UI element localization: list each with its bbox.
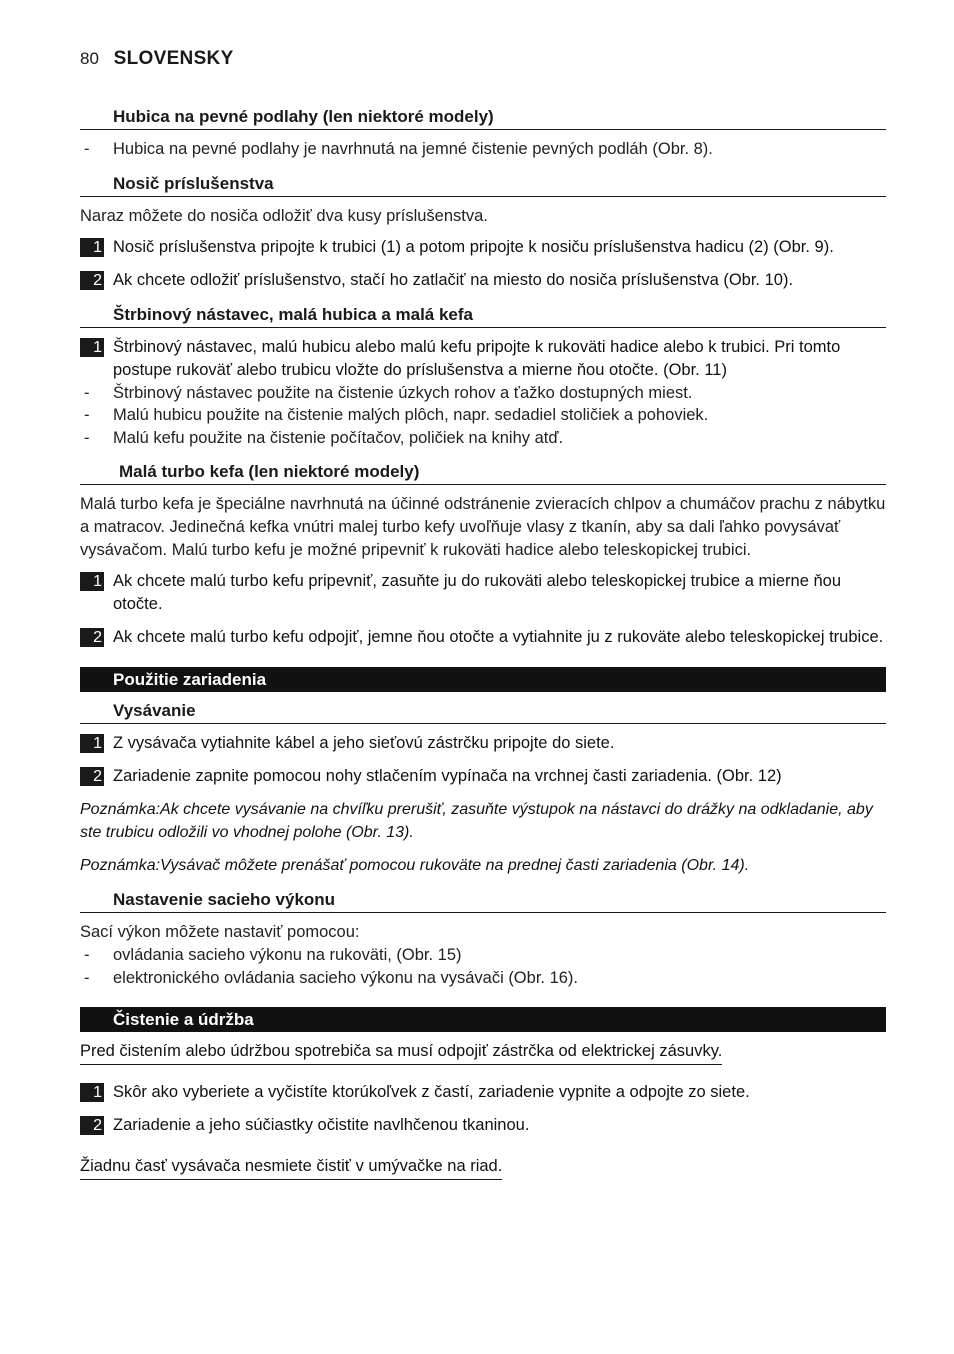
step-text: Z vysávača vytiahnite kábel a jeho sieťovú zástrčku pripojte do siete. [113, 734, 615, 752]
crevice-item-2: - Malú hubicu použite na čistenie malých plôch, napr. sedadiel stoličiek a pohoviek. [80, 404, 886, 427]
step-number: 1 [80, 1083, 104, 1102]
suction-power-item-2: - elektronického ovládania sacieho výkonu na vysávači (Obr. 16). [80, 967, 886, 990]
turbo-brush-intro: Malá turbo kefa je špeciálne navrhnutá na účinné odstránenie zvieracích chlpov a chumáčov prachu z nábytku a matracov. Jedinečná kefka vnútri malej turbo kefy uvoľňuje vlasy z tkanín, aby sa dali ľahko povysávať vysávačom. Malú turbo kefu je možné pripevniť k rukoväti hadice alebo teleskopickej trubici. [80, 495, 886, 559]
crevice-step-1 [80, 336, 886, 382]
heading-crevice-tools: Štrbinový nástavec, malá hubica a malá kefa [80, 302, 886, 328]
step-text: Ak chcete malú turbo kefu odpojiť, jemne ňou otočte a vytiahnite ju z rukoväte alebo teleskopickej trubice. [113, 628, 884, 646]
heading-usage: Použitie zariadenia [80, 667, 886, 692]
vacuuming-step-2 [80, 765, 886, 788]
cleaning-step-1 [80, 1081, 886, 1104]
floor-nozzle-item: - Hubica na pevné podlahy je navrhnutá na jemné čistenie pevných podláh (Obr. 8). [80, 138, 886, 161]
step-number: 1 [80, 338, 104, 357]
turbo-brush-step-2 [80, 626, 886, 649]
step-number: 1 [80, 734, 104, 753]
page-number: 80 [80, 49, 99, 68]
heading-turbo-brush: Malá turbo kefa (len niektoré modely) [80, 459, 886, 485]
suction-power-intro: Sací výkon môžete nastaviť pomocou: [80, 923, 360, 941]
cleaning-warning-1: Pred čistením alebo údržbou spotrebiča sa musí odpojiť zástrčka od elektrickej zásuvky. [80, 1040, 722, 1065]
heading-floor-nozzle: Hubica na pevné podlahy (len niektoré modely) [80, 104, 886, 130]
heading-accessory-holder: Nosič príslušenstva [80, 171, 886, 197]
step-number: 1 [80, 238, 104, 257]
step-text: Ak chcete malú turbo kefu pripevniť, zasuňte ju do rukoväti alebo teleskopickej trubice a mierne ňou otočte. [113, 572, 842, 613]
vacuuming-note-1: Poznámka:Ak chcete vysávanie na chvíľku prerušiť, zasuňte výstupok na nástavci do drážky na odkladanie, aby ste trubicu odložili vo vhodnej polohe (Obr. 13). [80, 801, 873, 841]
suction-power-item-1: - ovládania sacieho výkonu na rukoväti, (Obr. 15) [80, 944, 886, 967]
accessory-holder-step-1 [80, 236, 886, 259]
page-header [80, 48, 234, 70]
vacuuming-note-2: Poznámka:Vysávač môžete prenášať pomocou rukoväte na prednej časti zariadenia (Obr. 14). [80, 857, 750, 874]
cleaning-warning-1-wrap [80, 1032, 886, 1073]
step-text: Zariadenie zapnite pomocou nohy stlačením vypínača na vrchnej časti zariadenia. (Obr. 12) [113, 767, 782, 785]
step-text: Štrbinový nástavec, malú hubicu alebo malú kefu pripojte k rukoväti hadice alebo k trubici. Pri tomto postupe rukoväť alebo trubicu vložte do príslušenstva a mierne ňou otočte. (Obr. 11) [113, 337, 841, 379]
heading-cleaning: Čistenie a údržba [80, 1007, 886, 1032]
step-text: Skôr ako vyberiete a vyčistíte ktorúkoľvek z častí, zariadenie vypnite a odpojte zo siete. [113, 1083, 750, 1101]
vacuuming-step-1 [80, 732, 886, 755]
accessory-holder-step-2 [80, 269, 886, 292]
step-number: 2 [80, 271, 104, 290]
crevice-item-3: - Malú kefu použite na čistenie počítačov, poličiek na knihy atď. [80, 427, 886, 450]
cleaning-warning-2-wrap [80, 1147, 886, 1188]
step-number: 2 [80, 1116, 104, 1135]
step-text: Ak chcete odložiť príslušenstvo, stačí ho zatlačiť na miesto do nosiča príslušenstva (Obr. 10). [113, 270, 794, 289]
step-number: 2 [80, 628, 104, 647]
page-content [80, 104, 886, 1188]
cleaning-step-2 [80, 1114, 886, 1137]
accessory-holder-intro: Naraz môžete do nosiča odložiť dva kusy príslušenstva. [80, 206, 488, 225]
heading-suction-power: Nastavenie sacieho výkonu [80, 887, 886, 913]
step-number: 2 [80, 767, 104, 786]
cleaning-warning-2: Žiadnu časť vysávača nesmiete čistiť v umývačke na riad. [80, 1155, 502, 1180]
turbo-brush-step-1 [80, 570, 886, 616]
language-title: SLOVENSKY [113, 48, 234, 69]
step-text: Zariadenie a jeho súčiastky očistite navlhčenou tkaninou. [113, 1116, 530, 1134]
heading-vacuuming: Vysávanie [80, 698, 886, 724]
crevice-item-1: - Štrbinový nástavec použite na čistenie úzkych rohov a ťažko dostupných miest. [80, 382, 886, 405]
step-number: 1 [80, 572, 104, 591]
step-text: Nosič príslušenstva pripojte k trubici (1) a potom pripojte k nosiču príslušenstva hadicu (2) (Obr. 9). [113, 237, 834, 256]
